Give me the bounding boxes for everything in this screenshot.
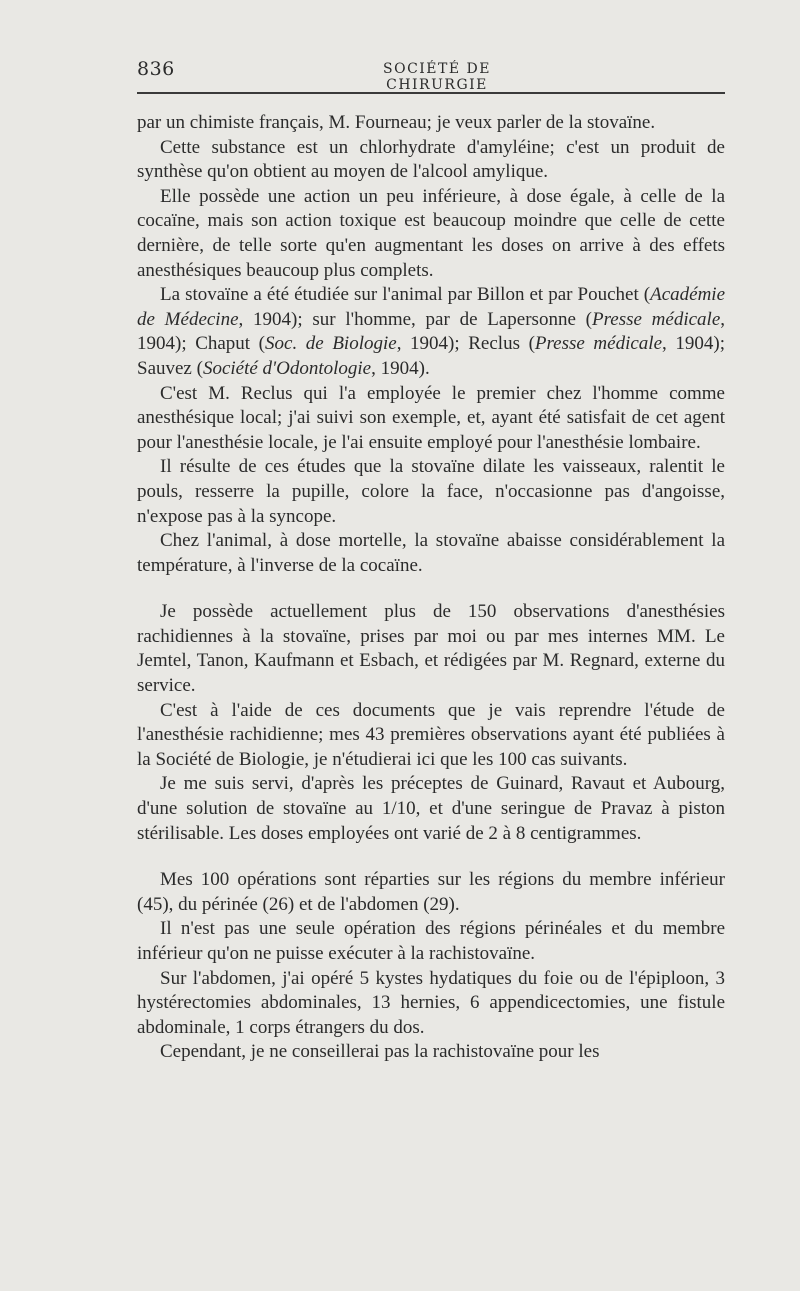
page-header xyxy=(137,58,725,93)
citation-title: Presse médicale xyxy=(534,333,663,355)
text-run: , 1904); sur l'homme, par de Lapersonne ( xyxy=(238,308,592,330)
paragraph: Je me suis servi, d'après les préceptes de Guinard, Ravaut et Aubourg, d'une solution de stovaïne au 1/10, et d'une seringue de Pravaz à piston stérilisable. Les doses employées ont varié de 2 à 8 centigrammes. xyxy=(137,773,725,844)
citation-title: Académie de Médecine xyxy=(137,284,725,330)
paragraph: par un chimiste français, M. Fourneau; je veux parler de la stovaïne. xyxy=(137,112,656,133)
paragraph: Il résulte de ces études que la stovaïne dilate les vaisseaux, ralentit le pouls, resserre la pupille, colore la face, n'occasionne pas d'angoisse, n'expose pas à la syncope. xyxy=(137,456,725,527)
citation-title: Société d'Odontologie xyxy=(202,357,372,379)
text-run: , 1904); Sauvez ( xyxy=(137,333,725,379)
paragraph-references xyxy=(137,283,725,381)
citation-title: Presse médicale xyxy=(591,308,721,330)
paragraph: Chez l'animal, à dose mortelle, la stovaïne abaisse considérablement la température, à l'inverse de la cocaïne. xyxy=(137,530,725,576)
paragraph: Elle possède une action un peu inférieure, à dose égale, à celle de la cocaïne, mais son action toxique est beaucoup moindre que celle de cette dernière, de telle sorte qu'en augmentant les doses on arrive à des effets anesthésiques beaucoup plus complets. xyxy=(137,185,725,281)
header-rule xyxy=(137,92,725,94)
paragraph: C'est à l'aide de ces documents que je vais reprendre l'étude de l'anesthésie rachidienne; mes 43 premières observations ayant été publiées à la Société de Biologie, je n'étudierai ici que les 100 cas suivants. xyxy=(137,699,725,770)
text-run: La stovaïne a été étudiée sur l'animal par Billon et par Pouchet ( xyxy=(160,284,651,306)
text-run: , 1904). xyxy=(371,357,430,379)
paragraph: C'est M. Reclus qui l'a employée le premier chez l'homme comme anesthésique local; j'ai suivi son exemple, et, ayant été satisfait de cet agent pour l'anesthésie locale, je l'ai ensuite employé pour l'anesthésie lombaire. xyxy=(137,382,725,453)
citation-title: Soc. de Biologie xyxy=(265,333,397,355)
paragraph: Sur l'abdomen, j'ai opéré 5 kystes hydatiques du foie ou de l'épiploon, 3 hystérectomies abdominales, 13 hernies, 6 appendicectomies, une fistule abdominale, 1 corps étrangers du dos. xyxy=(137,967,725,1038)
text-run: , 1904); Reclus ( xyxy=(396,333,535,355)
paragraph: Mes 100 opérations sont réparties sur les régions du membre inférieur (45), du périnée (26) et de l'abdomen (29). xyxy=(137,869,725,915)
paragraph: Je possède actuellement plus de 150 observations d'anesthésies rachidiennes à la stovaïne, prises par moi ou par mes internes MM. Le Jemtel, Tanon, Kaufmann et Esbach, et rédigées par M. Regnard, externe du service. xyxy=(137,601,725,697)
body-text xyxy=(137,111,725,1065)
page-number: 836 xyxy=(137,58,175,80)
running-title: SOCIÉTÉ DE CHIRURGIE xyxy=(383,61,491,93)
section-gap xyxy=(137,578,725,600)
paragraph: Cependant, je ne conseillerai pas la rachistovaïne pour les xyxy=(160,1041,600,1063)
paragraph: Cette substance est un chlorhydrate d'amyléine; c'est un produit de synthèse qu'on obtient au moyen de l'alcool amylique. xyxy=(137,136,725,183)
paragraph: Il n'est pas une seule opération des régions périnéales et du membre inférieur qu'on ne puisse exécuter à la rachistovaïne. xyxy=(137,918,725,964)
section-gap xyxy=(137,846,725,868)
text-run: , 1904); Chaput ( xyxy=(137,308,725,355)
